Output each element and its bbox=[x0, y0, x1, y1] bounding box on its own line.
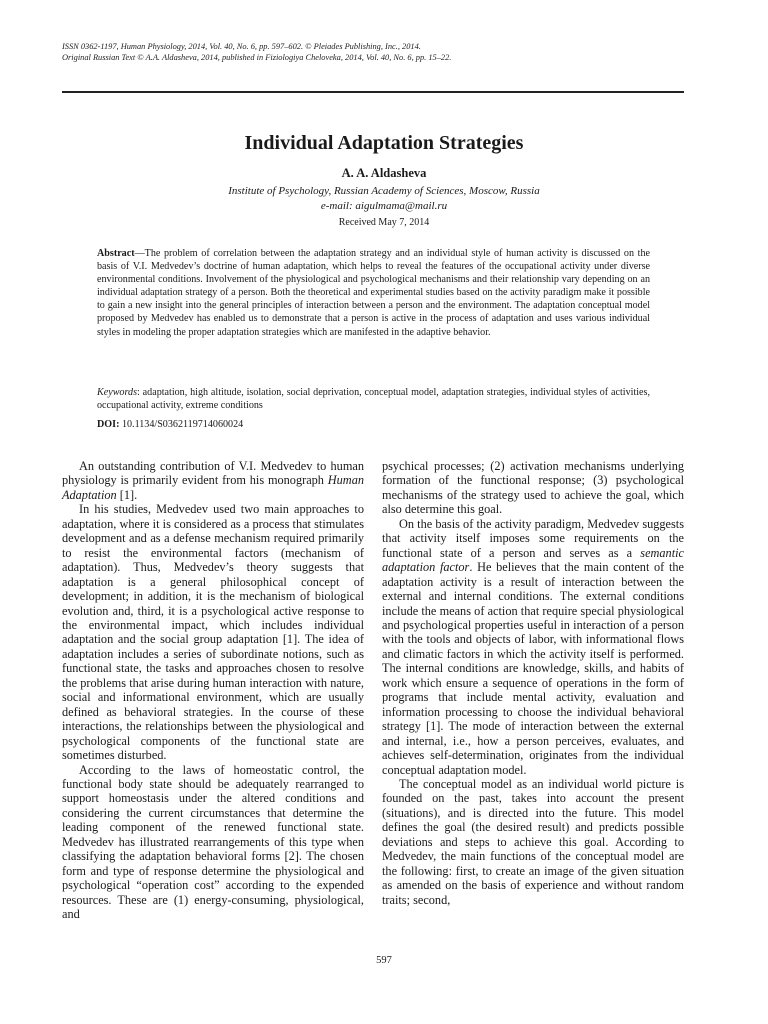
text-run: On the basis of the activity paradigm, Medvedev suggests that activity itself imposes some requirements on the functional state of a person and serves as a bbox=[382, 516, 684, 560]
paragraph: In his studies, Medvedev used two main approaches to adaptation, where it is considered as a process that stimulates development and as a defense mechanism required primarily to resist the environmental factors (mechanism of adaptation). Thus, Medvedev’s theory suggests that adaptation is a general philosophical concept of development; in addition, it is the mechanism of biological evolution and, third, it is a psychological active response to the environmental impact, which includes individual adaptation and the social group adaptation [1]. The idea of adaptation includes a series of subordinate notions, such as functional state, the tasks and approaches chosen to resolve the problems that arise during human interaction with nature, social and informational environment, which are usually defined as behavioral strategies. In the course of these interactions, the relationships between the physiological and psychological components of the functional state are sometimes disturbed. bbox=[62, 502, 364, 763]
body-column-right bbox=[382, 459, 684, 907]
abstract bbox=[97, 247, 650, 339]
author-email: e-mail: aigulmama@mail.ru bbox=[320, 200, 448, 212]
body-column-left bbox=[62, 459, 364, 922]
text-run: . He believes that the main content of the adaptation activity is a result of interaction between the external and internal conditions. The external conditions include the means of action that require special physiological and psychological properties useful in interaction of a person with the tools and objects of labor, with informational flows and climatic factors in which the activity itself is performed. The internal conditions are knowledge, skills, and habits of work which ensure a sequence of operations in the form of programs that include mental activity, evaluation and information processing to choose the individual behavioral strategy [1]. The mode of interaction between the external and internal, i.e., how a person perceives, evaluates, and achieves self-determination, originates from the individual conceptual adaptation model. bbox=[382, 560, 684, 777]
text-run: An outstanding contribution of V.I. Medvedev to human physiology is primarily evident from his monograph bbox=[62, 459, 364, 488]
author-name: A. A. Aldasheva bbox=[341, 166, 427, 180]
keywords-text: : adaptation, high altitude, isolation, social deprivation, conceptual model, adaptation strategies, individual styles of activities, occupational activity, extreme conditions bbox=[97, 387, 650, 412]
paragraph: The conceptual model as an individual world picture is founded on the past, takes into account the present (situations), and is directed into the future. This model defines the goal (the desired result) and predicts possible deviations and steps to achieve this goal. According to Medvedev, the main functions of the conceptual model are the following: first, to create an image of the given situation as amended on the basis of experience and without random traits; second, bbox=[382, 776, 684, 907]
paragraph bbox=[62, 459, 364, 502]
affiliation: Institute of Psychology, Russian Academy of Sciences, Moscow, Russia bbox=[228, 185, 540, 197]
header-rule bbox=[62, 91, 684, 93]
received-date: Received May 7, 2014 bbox=[338, 217, 430, 228]
paragraph bbox=[382, 517, 684, 777]
doi-label: DOI: bbox=[97, 419, 120, 430]
keywords bbox=[97, 386, 650, 412]
abstract-label: Abstract bbox=[97, 248, 135, 259]
doi-value: 10.1134/S0362119714060024 bbox=[119, 419, 244, 430]
paragraph: According to the laws of homeostatic control, the functional body state should be adequately rearranged to support homeostasis under the altered conditions and considering the current circumstances that determine the leading component of the renewed functional state. Medvedev has illustrated rearrangements of this type when classifying the adaptation behavioral forms [2]. The chosen form and type of response determine the physiological and psychological “operation cost” according to the expended resources. These are (1) energy-consuming, physiological, and bbox=[62, 762, 364, 922]
abstract-text: —The problem of correlation between the adaptation strategy and an individual style of human activity is discussed on the basis of V.I. Medvedev’s doctrine of human adaptation, which helps to reveal the features of the occupational activity under diverse environmental conditions. Involvement of the physiological and psychological mechanisms and their relationship vary depending on an individual adaptation strategy of a person. Both the theoretical and experimental studies based on the activity paradigm make it possible to gain a new insight into the general principles of interaction between a person and the environment. The adaptation conceptual model proposed by Medvedev has enabled us to demonstrate that a person is active in the process of adaptation and uses various individual styles in modeling the proper adaptation strategies which are manifested in the adaptive behavior. bbox=[97, 248, 650, 338]
journal-citation-header bbox=[62, 42, 702, 63]
paragraph: psychical processes; (2) activation mechanisms underlying formation of the functional response; (3) psychological mechanisms of the strategy used to achieve the goal, which also determine this goal. bbox=[382, 459, 684, 517]
citation-line-2: Original Russian Text © A.A. Aldasheva, 2014, published in Fiziologiya Cheloveka, 2014, Vol. 40, No. 6, pp. 15–22. bbox=[62, 52, 452, 62]
page-number: 597 bbox=[376, 955, 392, 966]
book-title: Human Adaptation bbox=[62, 473, 364, 502]
text-run: [1]. bbox=[116, 487, 138, 502]
emphasized-term: semantic adaptation factor bbox=[382, 545, 684, 575]
citation-line-1: ISSN 0362-1197, Human Physiology, 2014, Vol. 40, No. 6, pp. 597–602. © Pleiades Publishing, Inc., 2014. bbox=[62, 42, 421, 51]
affiliation-block bbox=[0, 184, 768, 214]
article-title: Individual Adaptation Strategies bbox=[244, 132, 524, 154]
doi bbox=[97, 418, 650, 431]
keywords-label: Keywords bbox=[97, 387, 138, 398]
